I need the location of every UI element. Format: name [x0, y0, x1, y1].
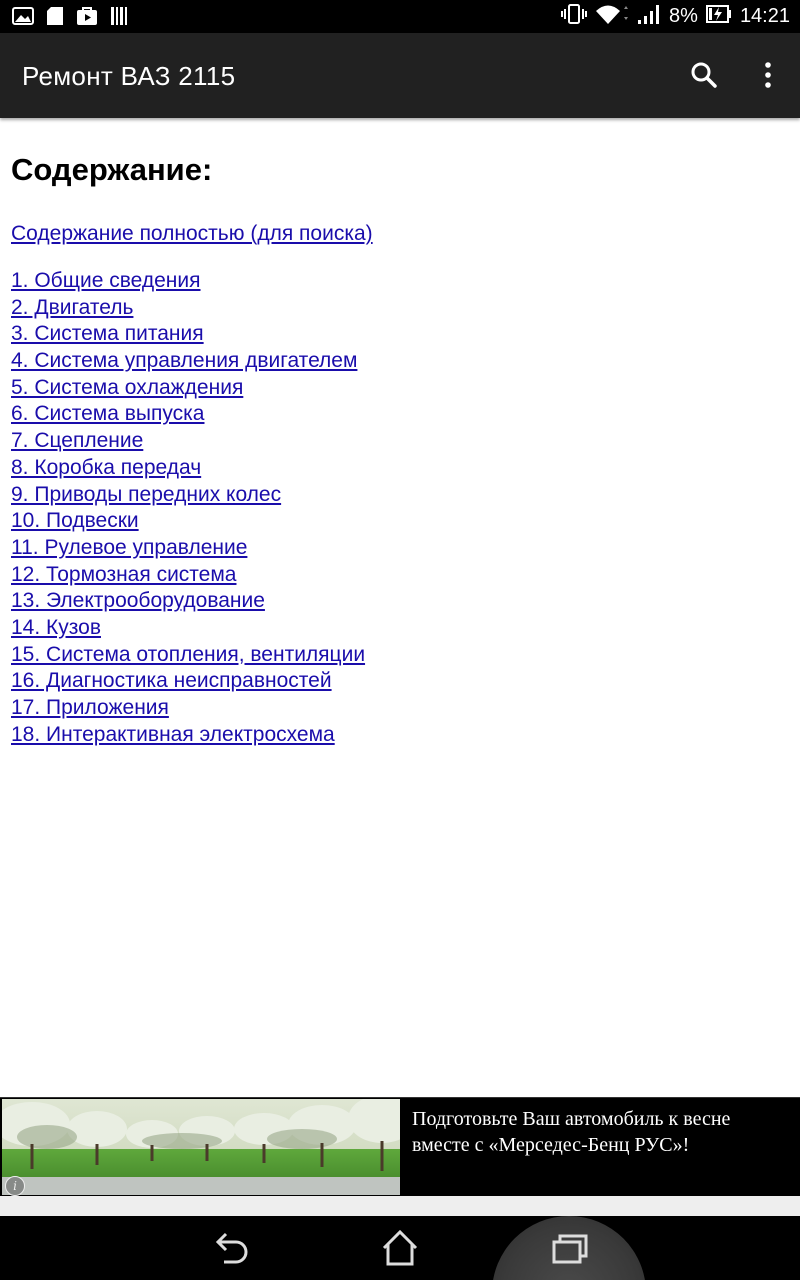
search-icon [688, 59, 720, 91]
list-item [11, 321, 781, 348]
orchard-image [2, 1099, 400, 1195]
list-item [11, 268, 781, 295]
list-item [11, 642, 781, 669]
list-item [11, 722, 781, 749]
back-button[interactable] [200, 1226, 260, 1272]
section-link[interactable]: 15. Система отопления, вентиляции [11, 642, 366, 666]
list-item [11, 401, 781, 428]
section-link[interactable]: 14. Кузов [11, 615, 101, 639]
list-item [11, 428, 781, 455]
vibrate-icon [561, 3, 587, 30]
contents-page [11, 150, 781, 748]
ad-image[interactable] [2, 1099, 400, 1195]
ad-banner[interactable] [0, 1097, 800, 1196]
back-icon [200, 1226, 260, 1272]
list-item [11, 588, 781, 615]
image-notification-icon [12, 6, 34, 31]
section-link[interactable]: 10. Подвески [11, 509, 139, 533]
signal-icon [637, 3, 661, 30]
list-item [11, 535, 781, 562]
ad-text-line-2: вместе с «Мерседес-Бенц РУС»! [412, 1134, 690, 1156]
list-item [11, 482, 781, 509]
list-item [11, 348, 781, 375]
section-link[interactable]: 7. Сцепление [11, 429, 144, 453]
section-link[interactable]: 5. Система охлаждения [11, 375, 244, 399]
wifi-icon [595, 3, 629, 30]
section-link[interactable]: 11. Рулевое управление [11, 535, 248, 559]
recent-apps-button[interactable] [540, 1226, 600, 1272]
section-list [11, 268, 781, 748]
section-link[interactable]: 9. Приводы передних колес [11, 482, 282, 506]
page-title: Содержание: [11, 152, 213, 187]
list-item [11, 508, 781, 535]
list-item [11, 295, 781, 322]
list-item [11, 562, 781, 589]
sd-card-icon [46, 6, 64, 31]
ad-text[interactable] [412, 1106, 792, 1158]
list-item [11, 615, 781, 642]
home-icon [370, 1226, 430, 1272]
list-item [11, 455, 781, 482]
more-vert-icon [752, 59, 784, 91]
battery-percent: 8% [669, 5, 698, 27]
clock: 14:21 [739, 5, 790, 27]
ad-text-line-1: Подготовьте Ваш автомобиль к весне [412, 1108, 731, 1130]
system-status [561, 0, 790, 33]
battery-charging-icon [706, 4, 732, 29]
recent-apps-icon [540, 1226, 600, 1272]
section-link[interactable]: 4. Система управления двигателем [11, 349, 358, 373]
divider [0, 1196, 800, 1216]
section-link[interactable]: 18. Интерактивная электросхема [11, 722, 335, 746]
section-link[interactable]: 12. Тормозная система [11, 562, 237, 586]
section-link[interactable]: 8. Коробка передач [11, 455, 202, 479]
overflow-menu-button[interactable] [752, 59, 784, 91]
barcode-icon [110, 6, 128, 31]
app-title: Ремонт ВАЗ 2115 [22, 61, 236, 91]
list-item [11, 375, 781, 402]
play-store-icon [76, 6, 98, 31]
home-button[interactable] [370, 1226, 430, 1272]
section-link[interactable]: 3. Система питания [11, 322, 204, 346]
app-bar [0, 33, 800, 118]
search-button[interactable] [688, 59, 720, 91]
status-bar [0, 0, 800, 33]
ad-info-icon[interactable]: i [5, 1176, 25, 1196]
section-link[interactable]: 16. Диагностика неисправностей [11, 669, 332, 693]
full-contents-link[interactable]: Содержание полностью (для поиска) [11, 222, 373, 245]
list-item [11, 668, 781, 695]
section-link[interactable]: 17. Приложения [11, 696, 169, 719]
section-link[interactable]: 2. Двигатель [11, 295, 134, 319]
list-item [11, 695, 781, 722]
section-link[interactable]: 13. Электрооборудование [11, 589, 265, 613]
section-link[interactable]: 1. Общие сведения [11, 269, 201, 292]
section-link[interactable]: 6. Система выпуска [11, 402, 205, 426]
notification-icons [12, 6, 128, 31]
